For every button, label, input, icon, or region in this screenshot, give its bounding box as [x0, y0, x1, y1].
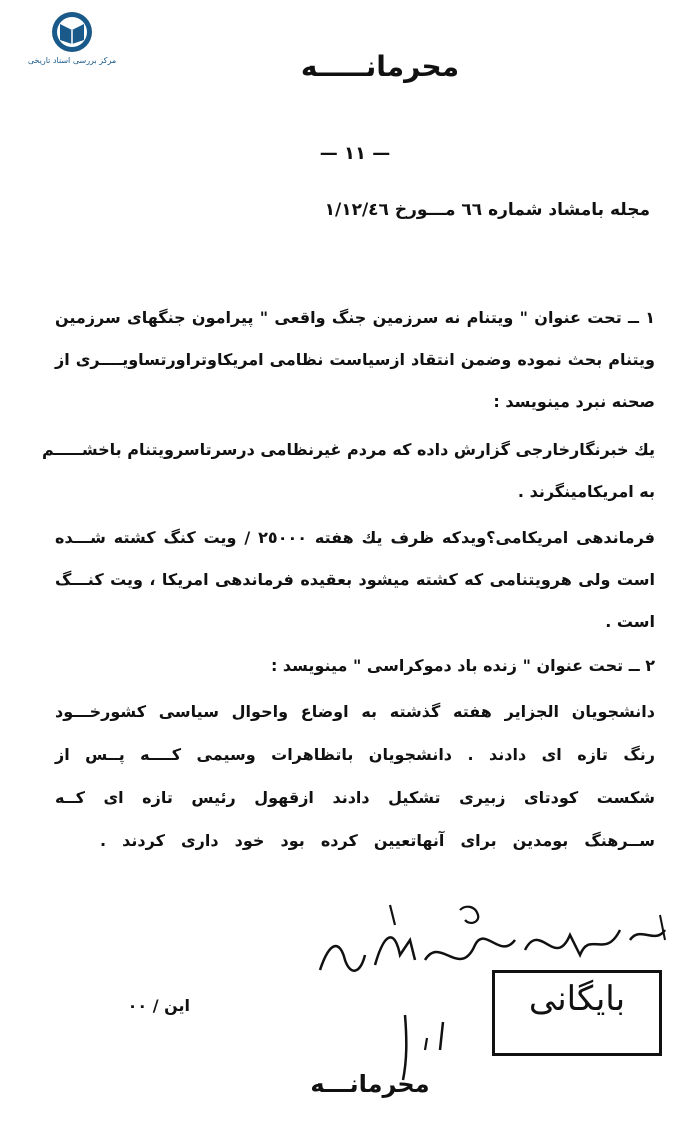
paragraph-5-line-4: ســرهنگ بومدین برای آنهاتعیین کرده بود خود داری کردند . [100, 831, 655, 850]
paragraph-5-line-2: رنگ تازه ای دادند . دانشجویان باتظاهرات وسیمی کــــه پــس از [55, 745, 655, 764]
paragraph-1-line-1: ١ ــ تحت عنوان " ویتنام نه سرزمین جنگ واقعی " پیرامون جنگهای سرزمین [55, 308, 655, 327]
paragraph-1-line-2: ویتنام بحث نموده وضمن انتقاد ازسیاست نظامی امریکاوتراورتساویــــری از [55, 350, 655, 369]
paragraph-1-line-3: صحنه نبرد مینویسد : [493, 392, 655, 411]
stamp-text: بایگانی [528, 979, 626, 1019]
paragraph-3-line-3: است . [605, 612, 655, 631]
paragraph-4-line-1: ٢ ــ تحت عنوان " زنده باد دموکراسی " مینویسد : [270, 656, 655, 675]
paragraph-5-line-3: شکست کودتای زبیری تشکیل دادند ازقهول رئیس تازه ای کــه [55, 788, 655, 807]
paragraph-2-line-1: یك خبرنگارخارجی گزارش داده که مردم غیرنظامی درسرتاسرویتنام باخشـــــم [41, 440, 655, 459]
logo-text: مرکز بررسی اسناد تاریخی [27, 56, 117, 65]
paragraph-5-line-1: دانشجویان الجزایر هفته گذشته به اوضاع واحوال سیاسی کشورخـــود [55, 702, 655, 721]
archive-logo-icon [22, 10, 122, 60]
paragraph-3-line-2: است ولی هرویتنامی که کشته میشود بعقیده فرماندهی امریکا ، ویت کنـــگ [55, 570, 655, 589]
paragraph-3-line-1: فرماندهی امریکامی؟ویدکه ظرف یك هفته ٢٥٠٠٠ / ویت کنگ کشته شـــده [55, 528, 656, 547]
paragraph-2-line-2: به امریکامینگرند . [517, 482, 655, 501]
archive-logo [22, 10, 122, 72]
archive-stamp [492, 970, 662, 1056]
footer-note: این / ٠٠ [127, 996, 190, 1015]
page-number: — ١١ — [319, 143, 391, 164]
classification-title: محرمانـــــه [300, 50, 460, 83]
closing-classification: محرمانـــه [310, 1070, 430, 1098]
publication-reference: مجله بامشاد شماره ٦٦ مـــورخ ١/١٢/٤٦ [324, 200, 650, 220]
